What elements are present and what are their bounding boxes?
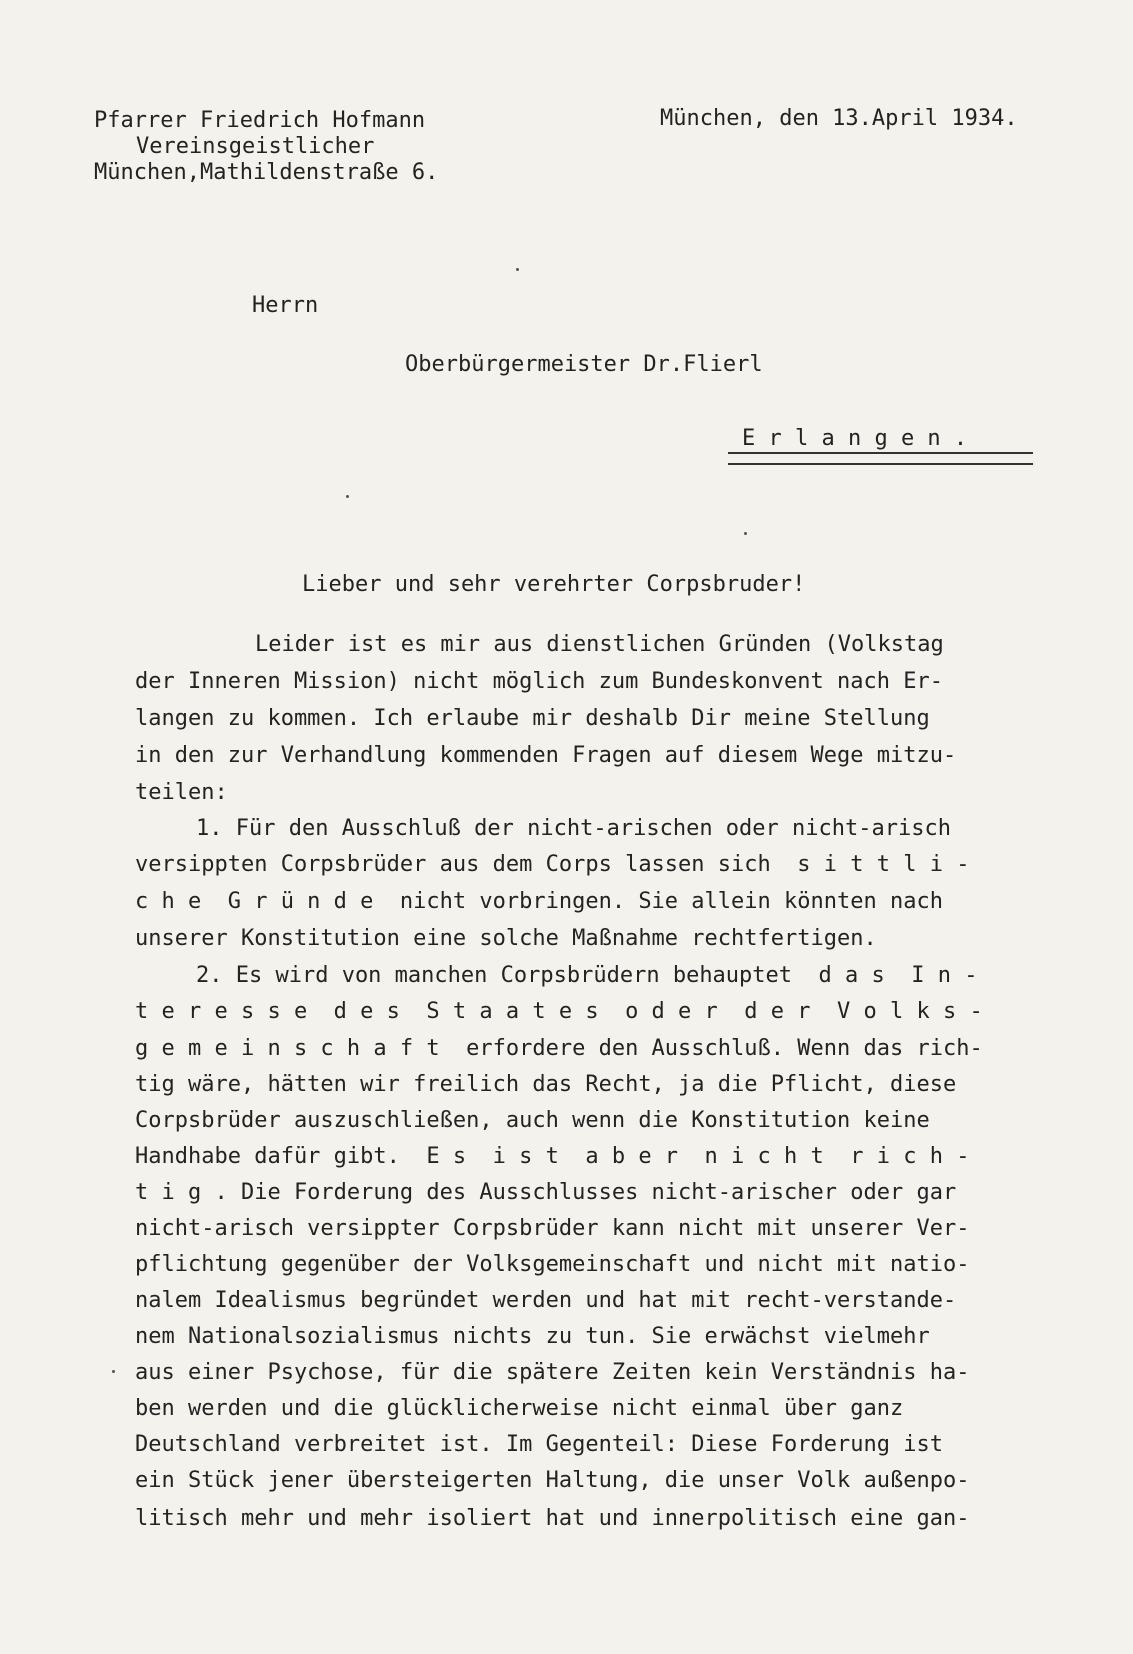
body-line: pflichtung gegenüber der Volksgemeinschaft und nicht mit natio- — [135, 1252, 970, 1277]
letter-date: München, den 13.April 1934. — [660, 106, 1018, 131]
body-line: ben werden und die glücklicherweise nicht einmal über ganz — [135, 1396, 904, 1421]
body-line: c h e G r ü n d e nicht vorbringen. Sie allein könnten nach — [135, 889, 943, 914]
body-line: ein Stück jener übersteigerten Haltung, die unser Volk außenpo- — [135, 1468, 970, 1493]
body-line: t i g . Die Forderung des Ausschlusses nicht-arischer oder gar — [135, 1180, 957, 1205]
paper-speck — [744, 532, 747, 535]
body-line: unserer Konstitution eine solche Maßnahme rechtfertigen. — [135, 926, 877, 951]
body-line: nicht-arisch versippter Corpsbrüder kann nicht mit unserer Ver- — [135, 1216, 970, 1241]
greeting: Lieber und sehr verehrter Corpsbruder! — [302, 572, 806, 597]
body-line: langen zu kommen. Ich erlaube mir deshalb Dir meine Stellung — [135, 706, 930, 731]
body-line: teilen: — [135, 780, 228, 805]
body-line: Corpsbrüder auszuschließen, auch wenn die Konstitution keine — [135, 1108, 930, 1133]
sender-address: München,Mathildenstraße 6. — [94, 160, 439, 185]
body-line: Leider ist es mir aus dienstlichen Gründen (Volkstag — [255, 632, 944, 657]
recipient-city: E r l a n g e n . — [742, 426, 968, 451]
body-line: 1. Für den Ausschluß der nicht-arischen oder nicht-arisch — [196, 816, 951, 841]
body-line: in den zur Verhandlung kommenden Fragen auf diesem Wege mitzu- — [135, 743, 957, 768]
body-line: aus einer Psychose, für die spätere Zeiten kein Verständnis ha- — [135, 1360, 970, 1385]
body-line: versippten Corpsbrüder aus dem Corps lassen sich s i t t l i - — [135, 852, 970, 877]
body-line: g e m e i n s c h a f t erfordere den Ausschluß. Wenn das rich- — [135, 1036, 983, 1061]
body-line: nem Nationalsozialismus nichts zu tun. Sie erwächst vielmehr — [135, 1324, 930, 1349]
paper-speck — [112, 1370, 115, 1373]
double-underline — [728, 452, 1033, 465]
body-line: 2. Es wird von manchen Corpsbrüdern behauptet d a s I n - — [196, 963, 978, 988]
body-line: t e r e s s e d e s S t a a t e s o d e r d e r V o l k s - — [135, 999, 983, 1024]
body-line: litisch mehr und mehr isoliert hat und innerpolitisch eine gan- — [135, 1506, 970, 1531]
body-line: tig wäre, hätten wir freilich das Recht, ja die Pflicht, diese — [135, 1072, 957, 1097]
paper-speck — [346, 495, 349, 498]
sender-name: Pfarrer Friedrich Hofmann — [94, 108, 426, 133]
body-line: nalem Idealismus begründet werden und hat mit recht-verstande- — [135, 1288, 957, 1313]
recipient-salutation: Herrn — [252, 293, 319, 318]
paper-speck — [516, 268, 519, 271]
body-line: der Inneren Mission) nicht möglich zum Bundeskonvent nach Er- — [135, 669, 943, 694]
sender-title: Vereinsgeistlicher — [136, 134, 375, 159]
body-line: Handhabe dafür gibt. E s i s t a b e r n i c h t r i c h - — [135, 1144, 970, 1169]
body-line: Deutschland verbreitet ist. Im Gegenteil: Diese Forderung ist — [135, 1432, 943, 1457]
recipient-name: Oberbürgermeister Dr.Flierl — [405, 352, 763, 377]
